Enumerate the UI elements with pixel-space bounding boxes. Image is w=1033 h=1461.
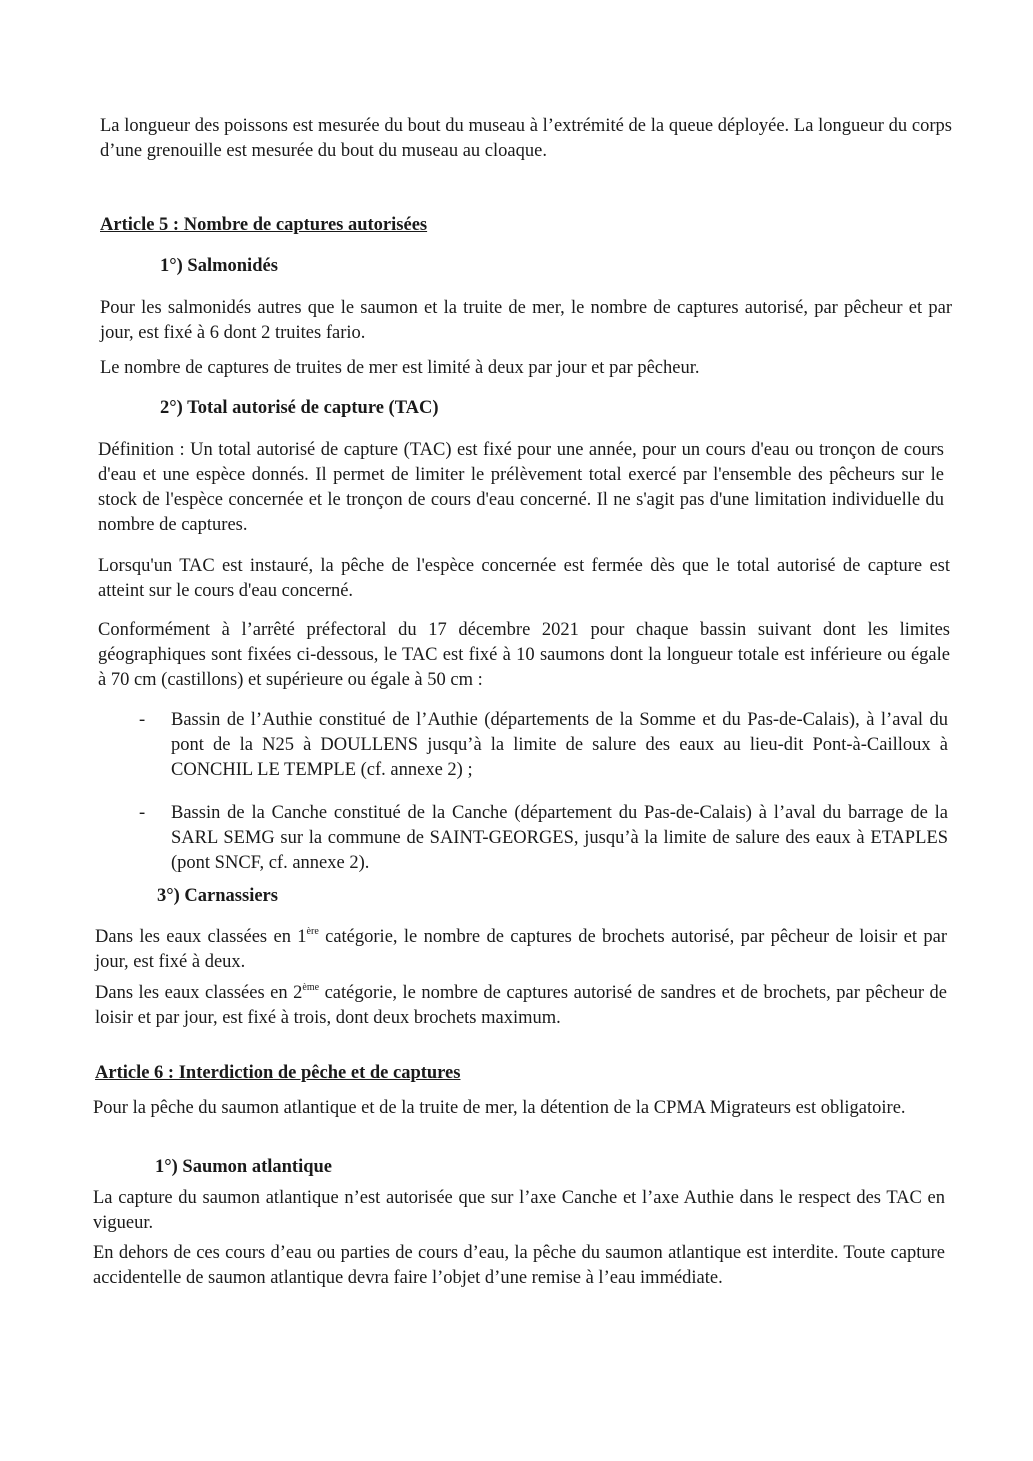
salmonides-paragraph-2: Le nombre de captures de truites de mer est limité à deux par jour et par pêcheur. (100, 358, 700, 378)
tac-heading: 2°) Total autorisé de capture (TAC) (160, 398, 439, 418)
tac-paragraph-3: Conformément à l’arrêté préfectoral du 17 décembre 2021 pour chaque bassin suivant dont les limites géographiques sont fixées ci-dessous, le TAC est fixé à 10 saumons dont la longueur totale est inférieure ou égale à 70 cm (castillons) et supérieure ou égale à 50 cm : (98, 620, 950, 690)
text-span: catégorie, le nombre de captures de brochets autorisé, par pêcheur de loisir et par jour, est fixé à deux. (95, 927, 947, 972)
article-6-intro: Pour la pêche du saumon atlantique et de la truite de mer, la détention de la CPMA Migrateurs est obligatoire. (93, 1098, 906, 1118)
bullet-marker: - (139, 710, 146, 730)
salmonides-paragraph-1: Pour les salmonidés autres que le saumon et la truite de mer, le nombre de captures autorisé, par pêcheur et par jour, est fixé à 6 dont 2 truites fario. (100, 298, 952, 343)
intro-paragraph: La longueur des poissons est mesurée du bout du museau à l’extrémité de la queue déployée. La longueur du corps d’une grenouille est mesurée du bout du museau au cloaque. (100, 116, 952, 161)
article-6-title: Article 6 : Interdiction de pêche et de captures (95, 1063, 461, 1083)
superscript: ère (306, 926, 319, 937)
carnassiers-paragraph-1 (95, 925, 947, 975)
tac-paragraph-2: Lorsqu'un TAC est instauré, la pêche de l'espèce concernée est fermée dès que le total autorisé de capture est atteint sur le cours d'eau concerné. (98, 556, 950, 601)
bullet-authie (139, 708, 948, 783)
saumon-paragraph-1: La capture du saumon atlantique n’est autorisée que sur l’axe Canche et l’axe Authie dans le respect des TAC en vigueur. (93, 1188, 945, 1233)
carnassiers-heading: 3°) Carnassiers (157, 886, 278, 906)
bullet-authie-text: Bassin de l’Authie constitué de l’Authie (départements de la Somme et du Pas-de-Calais), à l’aval du pont de la N25 à DOULLENS jusqu’à la limite de salure des eaux au lieu-dit Pont-à-Cailloux à CONCHIL LE TEMPLE (cf. annexe 2) ; (171, 710, 948, 780)
bullet-canche (139, 801, 948, 876)
saumon-heading: 1°) Saumon atlantique (155, 1157, 333, 1177)
superscript: ème (302, 982, 320, 993)
carnassiers-paragraph-2 (95, 981, 947, 1031)
article-5-title: Article 5 : Nombre de captures autorisées (100, 215, 428, 235)
text-span: Dans les eaux classées en 1 (95, 927, 307, 947)
saumon-paragraph-2: En dehors de ces cours d’eau ou parties de cours d’eau, la pêche du saumon atlantique est interdite. Toute capture accidentelle de saumon atlantique devra faire l’objet d’une remise à l’eau immédiate. (93, 1243, 945, 1288)
text-span: catégorie, le nombre de captures autorisé de sandres et de brochets, par pêcheur de loisir et par jour, est fixé à trois, dont deux brochets maximum. (95, 983, 947, 1028)
text-span: Dans les eaux classées en 2 (95, 983, 303, 1003)
bullet-marker: - (139, 803, 146, 823)
bullet-canche-text: Bassin de la Canche constitué de la Canche (département du Pas-de-Calais) à l’aval du barrage de la SARL SEMG sur la commune de SAINT-GEORGES, jusqu’à la limite de salure des eaux à ETAPLES (pont SNCF, cf. annexe 2). (171, 803, 948, 873)
tac-definition: Définition : Un total autorisé de capture (TAC) est fixé pour une année, pour un cours d'eau ou tronçon de cours d'eau et une espèce donnés. Il permet de limiter le prélèvement total exercé par l'ensemble des pêcheurs sur le stock de l'espèce concernée et le tronçon de cours d'eau concerné. Il ne s'agit pas d'une limitation individuelle du nombre de captures. (98, 440, 944, 535)
salmonides-heading: 1°) Salmonidés (160, 256, 278, 276)
